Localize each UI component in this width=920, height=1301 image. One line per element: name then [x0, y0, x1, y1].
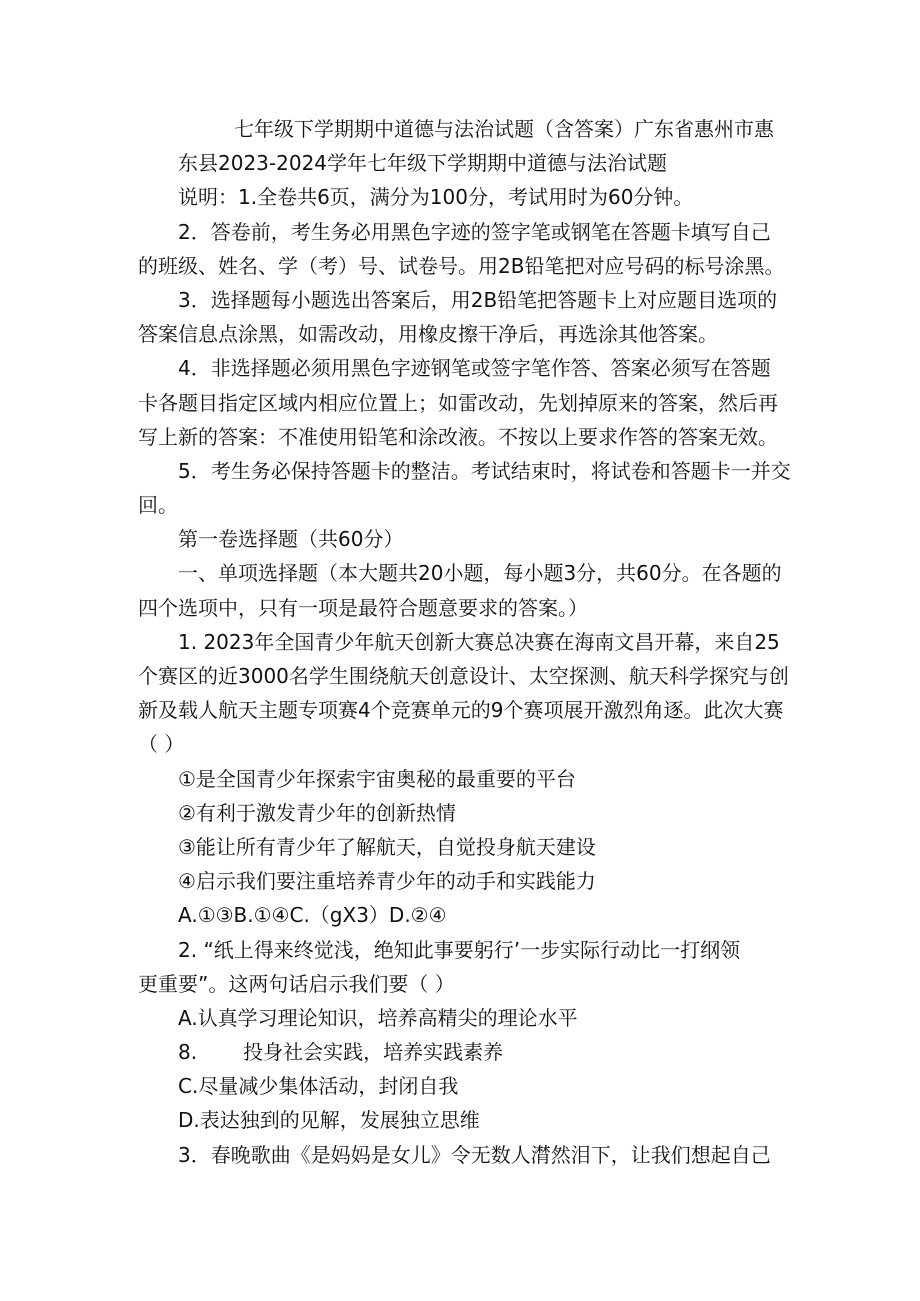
question-2: 2. “纸上得来终觉浅，绝知此事要躬行’一步实际行动比一打纲领: [178, 937, 741, 962]
answer-option-label: 8.: [178, 1040, 198, 1065]
answer-option: C.尽量减少集体活动，封闭自我: [178, 1074, 459, 1099]
answer-option: A.认真学习理论知识，培养高精尖的理论水平: [178, 1005, 578, 1030]
instruction-3: 3．选择题每小题选出答案后，用2B铅笔把答题卡上对应题目选项的: [178, 287, 778, 312]
section-instruction: 一、单项选择题（本大题共20小题，每小题3分，共60分。在各题的: [178, 561, 782, 586]
instruction-4-continued: 写上新的答案：不准使用铅笔和涂改液。不按以上要求作答的答案无效。: [138, 424, 778, 449]
instruction-5-continued: 回。: [138, 493, 178, 518]
instruction-4: 4．非选择题必须用黑色字迹钢笔或签字笔作答、答案必须写在答题: [178, 356, 771, 381]
answer-option-text: 投身社会实践，培养实践素养: [243, 1040, 504, 1065]
instructions-line: 说明：1.全卷共6页，满分为100分，考试用时为60分钟。: [178, 185, 694, 210]
document-title: 七年级下学期期中道德与法治试题（含答案）广东省惠州市惠: [234, 117, 774, 141]
question-2-continued: 更重要”。这两句话启示我们要（ ）: [138, 971, 455, 996]
option-statement: ②有利于激发青少年的创新热情: [178, 800, 456, 825]
question-1: 1. 2023年全国青少年航天创新大赛总决赛在海南文昌开幕，来自25: [178, 629, 780, 654]
question-1-blank: （ ）: [138, 732, 185, 757]
document-title-continued: 东县2023-2024学年七年级下学期期中道德与法治试题: [178, 151, 668, 176]
option-statement: ③能让所有青少年了解航天，自觉投身航天建设: [178, 834, 596, 859]
question-1-continued: 新及载人航天主题专项赛4个竞赛单元的9个赛项展开激烈角逐。此次大赛: [138, 698, 784, 723]
section-instruction-continued: 四个选项中，只有一项是最符合题意要求的答案。）: [138, 595, 588, 620]
instruction-3-continued: 答案信息点涂黑，如需改动，用橡皮擦干净后，再选涂其他答案。: [138, 322, 718, 347]
question-3: 3．春晚歌曲《是妈妈是女儿》令无数人潸然泪下，让我们想起自己: [178, 1142, 771, 1167]
answer-options: A.①③B.①④C.（gX3）D.②④: [178, 903, 447, 928]
question-1-continued: 个赛区的近3000名学生围绕航天创意设计、太空探测、航天科学探究与创: [138, 664, 789, 688]
section-heading: 第一卷选择题（共60分）: [178, 527, 404, 552]
answer-option-row: [138, 1035, 788, 1069]
instruction-4-continued: 卡各题目指定区域内相应位置上；如雷改动，先划掉原来的答案，然后再: [138, 390, 778, 415]
instruction-2: 2．答卷前，考生务必用黑色字迹的签字笔或钢笔在答题卡填写自己: [178, 219, 771, 244]
document-body: [138, 112, 791, 1172]
answer-option: D.表达独到的见解，发展独立思维: [178, 1108, 480, 1133]
option-statement: ①是全国青少年探索宇宙奥秘的最重要的平台: [178, 766, 576, 791]
instruction-2-continued: 的班级、姓名、学（考）号、试卷号。用2B铅笔把对应号码的标号涂黑。: [138, 253, 785, 278]
instruction-5: 5．考生务必保持答题卡的整洁。考试结束时，将试卷和答题卡一并交: [178, 458, 791, 483]
option-statement: ④启示我们要注重培养青少年的动手和实践能力: [178, 869, 596, 894]
